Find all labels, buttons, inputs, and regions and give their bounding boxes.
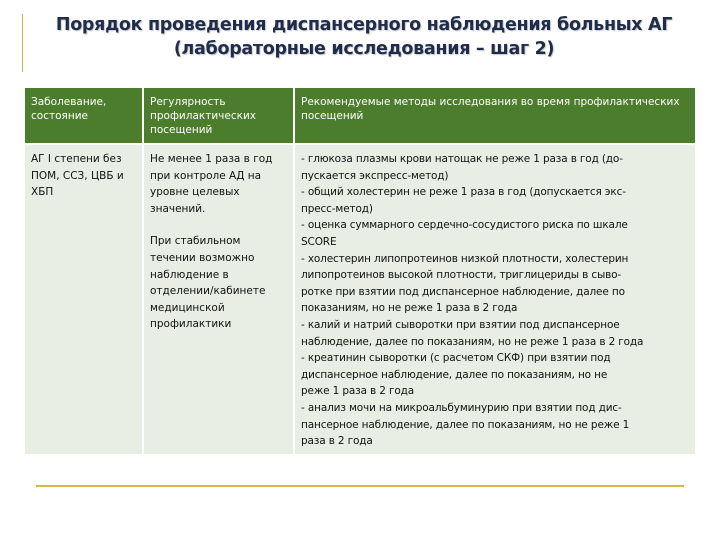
header-condition: Заболевание, состояние — [25, 88, 143, 144]
cell-regularity — [143, 144, 294, 454]
method-line: - оценка суммарного сердечно-сосудистого риска по шкале — [301, 219, 628, 232]
method-line: ротке при взятии под диспансерное наблюдение, далее по — [301, 285, 625, 298]
method-line: показаниям, но не реже 1 раза в 2 года — [301, 302, 518, 315]
method-line: пускается экспресс-метод) — [301, 169, 449, 182]
cell-condition: АГ I степени без ПОМ, ССЗ, ЦВБ и ХБП — [25, 144, 143, 454]
cell-methods — [294, 144, 695, 454]
page-title — [24, 13, 704, 61]
method-line: диспансерное наблюдение, далее по показаниям, но не — [301, 368, 608, 381]
method-line: пресс-метод) — [301, 202, 373, 215]
regularity-main-text: Не менее 1 раза в год при контроле АД на уровне целевых значений. — [150, 153, 273, 215]
method-line: - калий и натрий сыворотки при взятии под диспансерное — [301, 318, 620, 331]
bottom-divider — [36, 485, 684, 487]
method-line: SCORE — [301, 235, 337, 248]
table-row — [25, 144, 695, 454]
paragraph-gap — [150, 217, 287, 233]
method-line: пансерное наблюдение, далее по показаниям, но не реже 1 — [301, 418, 630, 431]
method-line: - анализ мочи на микроальбуминурию при взятии под дис- — [301, 401, 622, 414]
observation-table — [25, 88, 695, 454]
method-line: - холестерин липопротеинов низкой плотности, холестерин — [301, 252, 629, 265]
page-title-line-2: (лабораторные исследования – шаг 2) — [173, 39, 555, 59]
table-header-row — [25, 88, 695, 144]
method-line: реже 1 раза в 2 года — [301, 385, 415, 398]
page-title-line-1: Порядок проведения диспансерного наблюдения больных АГ — [55, 15, 673, 35]
method-line: - глюкоза плазмы крови натощак не реже 1 раза в год (до- — [301, 153, 623, 165]
title-frame-line — [22, 14, 23, 72]
header-regularity: Регулярность профилактических посещений — [143, 88, 294, 144]
method-line: липопротеинов высокой плотности, триглицериды в сыво- — [301, 269, 622, 282]
regularity-extra-text: При стабильном течении возможно наблюдение в отделении/кабинете медицинской профилактики — [150, 235, 266, 331]
method-line: наблюдение, далее по показаниям, но не реже 1 раза в 2 года — [301, 335, 644, 348]
method-line: раза в 2 года — [301, 435, 373, 448]
header-methods: Рекомендуемые методы исследования во время профилактических посещений — [294, 88, 695, 144]
methods-list — [301, 151, 689, 450]
method-line: - креатинин сыворотки (с расчетом СКФ) при взятии под — [301, 352, 611, 365]
method-line: - общий холестерин не реже 1 раза в год (допускается экс- — [301, 186, 626, 199]
